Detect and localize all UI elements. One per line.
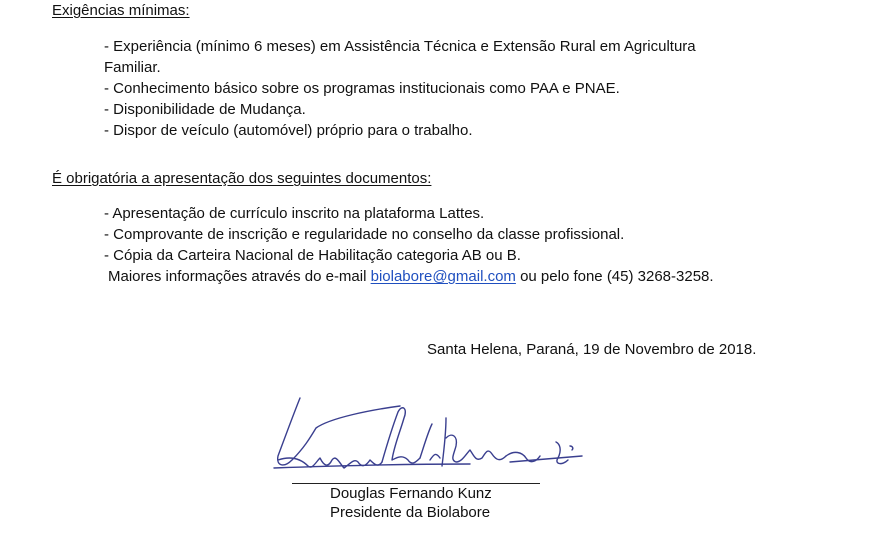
signature-line [292,483,540,484]
contact-suffix: ou pelo fone (45) 3268-3258. [515,268,714,285]
contact-line [108,268,714,286]
signatory-title: Presidente da Biolabore [330,504,491,521]
document-item: - Apresentação de currículo inscrito na plataforma Lattes. [104,205,485,222]
contact-prefix: Maiores informações através do e-mail [108,268,371,285]
requirement-item: - Dispor de veículo (automóvel) próprio para o trabalho. [104,122,473,139]
requirement-item: - Experiência (mínimo 6 meses) em Assistência Técnica e Extensão Rural em Agricultura [104,38,696,55]
documents-heading: É obrigatória a apresentação dos seguintes documentos: [52,170,432,187]
document-item: - Cópia da Carteira Nacional de Habilitação categoria AB ou B. [104,247,521,264]
document-item: - Comprovante de inscrição e regularidade no conselho da classe profissional. [104,226,625,243]
requirements-heading: Exigências mínimas: [52,2,190,19]
requirement-item: - Conhecimento básico sobre os programas institucionais como PAA e PNAE. [104,80,620,97]
requirement-item: - Disponibilidade de Mudança. [104,101,306,118]
requirement-item-continuation: Familiar. [104,59,161,76]
email-link[interactable]: biolabore@gmail.com [370,268,516,285]
handwritten-signature [270,388,590,498]
signatory-name: Douglas Fernando Kunz [330,485,492,502]
place-date: Santa Helena, Paraná, 19 de Novembro de 2018. [427,341,757,358]
